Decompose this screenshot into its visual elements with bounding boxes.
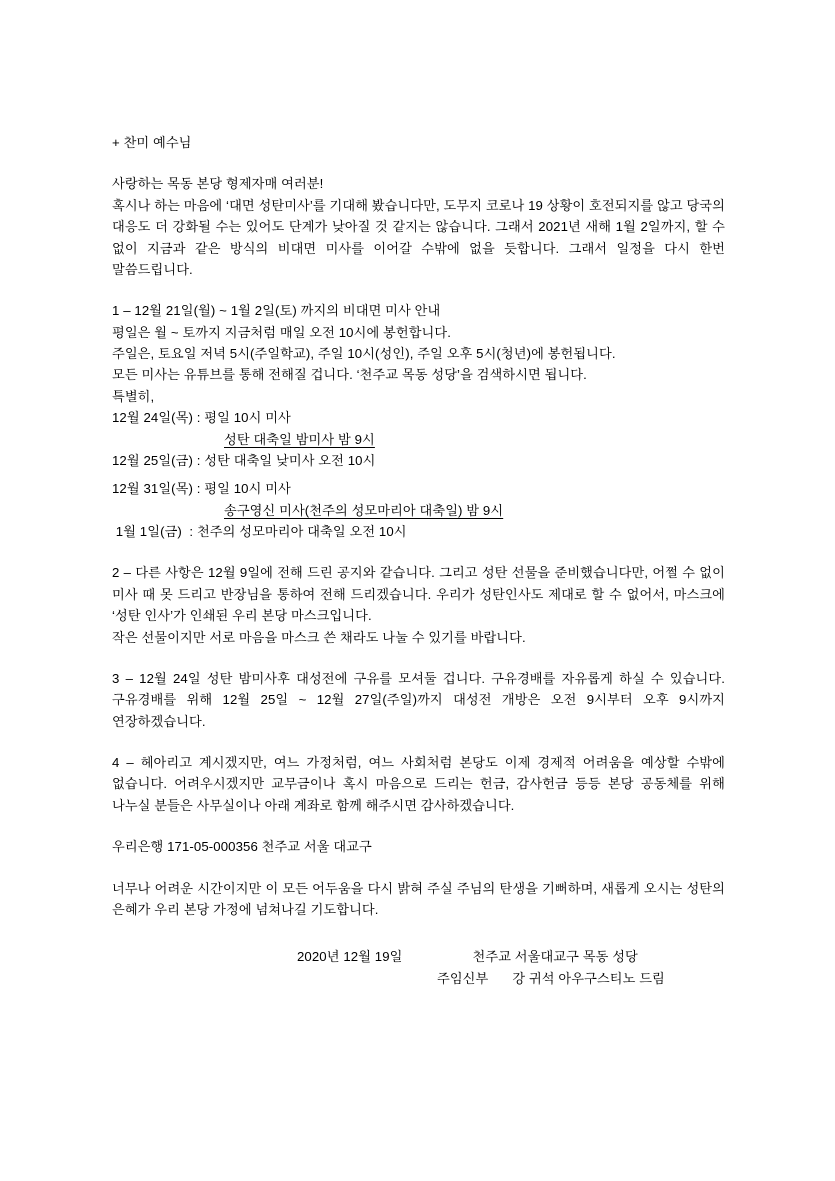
section-1-line-4: 특별히, bbox=[112, 388, 155, 404]
schedule-item-1: 12월 24일(목) : 평일 10시 미사 bbox=[112, 410, 291, 426]
signature-line-2 bbox=[297, 968, 725, 989]
greeting-block bbox=[112, 132, 725, 153]
section-2-extra-line: 작은 선물이지만 서로 마음을 마스크 쓴 채라도 나눌 수 있기를 바랍니다. bbox=[112, 629, 526, 645]
schedule-item-5-text: 송구영신 미사(천주의 성모마리아 대축일) 밤 9시 bbox=[224, 502, 504, 518]
intro-paragraph: 혹시나 하는 마음에 ‘대면 성탄미사’를 기대해 봤습니다만, 도무지 코로나 19 상황이 호전되지를 않고 당국의 대응도 더 강화될 수는 있어도 단계가 낮아질 것 같지는 않습니다. 그래서 2021년 새해 1월 2일까지, 할 수 없이 지금과 같은 방식의 비대면 미사를 이어갈 수밖에 없을 듯합니다. 그래서 일정을 다시 한번 말씀드립니다. bbox=[112, 197, 725, 277]
signature-block bbox=[112, 946, 725, 989]
schedule-gap bbox=[112, 471, 725, 478]
signature-line-1 bbox=[297, 946, 725, 967]
schedule-item-5 bbox=[112, 500, 725, 521]
section-2 bbox=[112, 562, 725, 648]
section-2-paragraph: 2 – 다른 사항은 12월 9일에 전해 드린 공지와 같습니다. 그리고 성탄 선물을 준비했습니다만, 어쩔 수 없이 미사 때 못 드리고 반장님을 통하여 전해 드리겠습니다. 우리가 성탄인사도 제대로 할 수 없어서, 마스크에 ‘성탄 인사’가 인쇄된 우리 본당 마스크입니다. bbox=[112, 565, 725, 624]
schedule-item-2-text: 성탄 대축일 밤미사 밤 9시 bbox=[224, 431, 375, 447]
signature-date: 2020년 12월 19일 bbox=[297, 949, 403, 965]
schedule-item-3: 12월 25일(금) : 성탄 대축일 낮미사 오전 10시 bbox=[112, 452, 376, 468]
section-3-paragraph: 3 – 12월 24일 성탄 밤미사후 대성전에 구유를 모셔둘 겁니다. 구유경배를 자유롭게 하실 수 있습니다. 구유경배를 위해 12월 25일 ~ 12월 27일(주일)까지 대성전 개방은 오전 9시부터 오후 9시까지 연장하겠습니다. bbox=[112, 670, 725, 729]
schedule-item-4: 12월 31일(목) : 평일 10시 미사 bbox=[112, 481, 291, 497]
schedule-item-6: 1월 1일(금) : 천주의 성모마리아 대축일 오전 10시 bbox=[112, 524, 407, 539]
signature-pastor-name: 강 귀석 아우구스티노 드림 bbox=[512, 970, 665, 986]
signature-pastor-label: 주임신부 bbox=[437, 970, 489, 986]
bank-account-line: 우리은행 171-05-000356 천주교 서울 대교구 bbox=[112, 839, 372, 855]
section-3 bbox=[112, 668, 725, 732]
greeting-line: + 찬미 예수님 bbox=[112, 135, 192, 150]
section-1-line-2: 주일은, 토요일 저녁 5시(주일학교), 주일 10시(성인), 주일 오후 5시(청년)에 봉헌됩니다. bbox=[112, 346, 616, 361]
section-4-paragraph: 4 – 헤아리고 계시겠지만, 여느 가정처럼, 여느 사회처럼 본당도 이제 경제적 어려움을 예상할 수밖에 없습니다. 어려우시겠지만 교무금이나 혹시 마음으로 드리는 헌금, 감사헌금 등등 본당 공동체를 위해 나누실 분들은 사무실이나 아래 계좌로 함께 해주시면 감사하겠습니다. bbox=[112, 755, 725, 813]
section-1-line-3: 모든 미사는 유튜브를 통해 전해질 겁니다. ‘천주교 목동 성당’을 검색하시면 됩니다. bbox=[112, 367, 587, 383]
salutation-block bbox=[112, 173, 725, 280]
schedule-item-2 bbox=[112, 429, 725, 450]
section-1-heading: 1 – 12월 21일(월) ~ 1월 2일(토) 까지의 비대면 미사 안내 bbox=[112, 303, 441, 319]
salutation-line: 사랑하는 목동 본당 형제자매 여러분! bbox=[112, 176, 324, 192]
section-1-line-1: 평일은 월 ~ 토까지 지금처럼 매일 오전 10시에 봉헌합니다. bbox=[112, 324, 452, 340]
closing-block bbox=[112, 878, 725, 921]
document-body bbox=[112, 132, 725, 989]
bank-account-block bbox=[112, 836, 725, 857]
closing-paragraph: 너무나 어려운 시간이지만 이 모든 어두움을 다시 밝혀 주실 주님의 탄생을 기뻐하며, 새롭게 오시는 성탄의 은혜가 우리 본당 가정에 넘쳐나길 기도합니다. bbox=[112, 880, 725, 917]
section-1 bbox=[112, 300, 725, 542]
signature-parish: 천주교 서울대교구 목동 성당 bbox=[472, 949, 638, 965]
section-4 bbox=[112, 752, 725, 816]
